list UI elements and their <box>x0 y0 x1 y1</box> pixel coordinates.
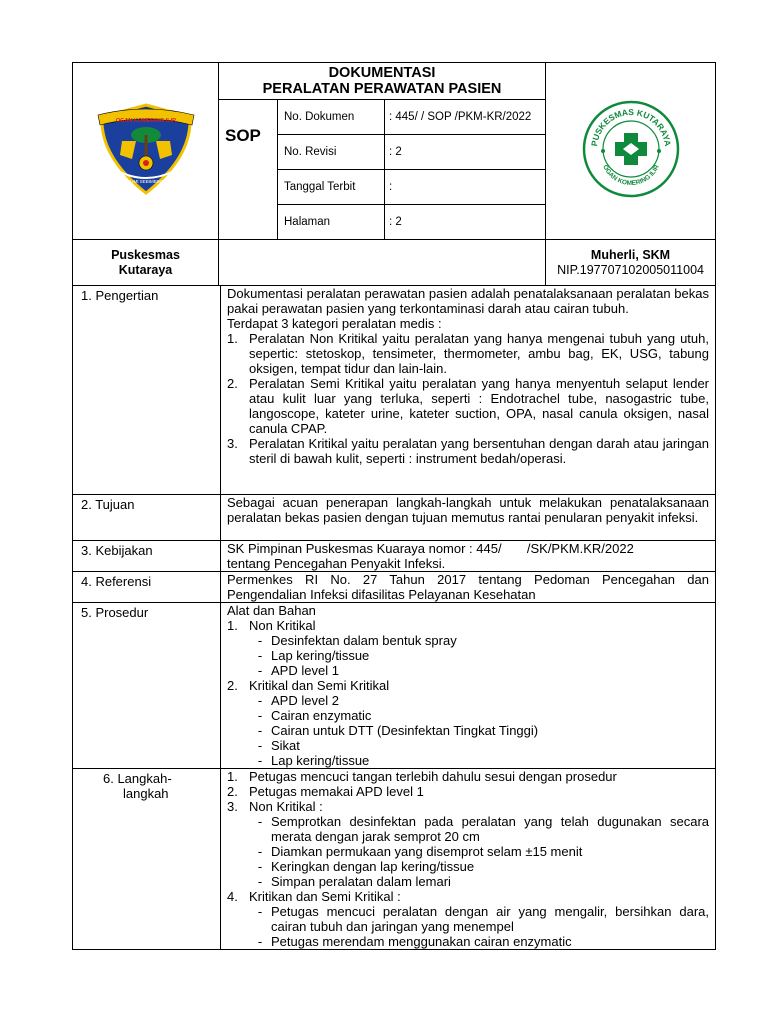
sop-document <box>72 62 715 950</box>
label-kebijakan: 3. Kebijakan <box>73 541 221 572</box>
list-item: 2. Petugas memakai APD level 1 <box>227 784 424 799</box>
list-item: 4. Kritikan dan Semi Kritikal : <box>227 889 401 904</box>
row-prosedur <box>73 603 716 769</box>
row-pengertian <box>73 286 716 495</box>
title-line-1: DOKUMENTASI <box>328 65 436 81</box>
svg-text:OGAN KOMERING ILIR: OGAN KOMERING ILIR <box>600 163 661 187</box>
list-item: - APD level 2 <box>257 693 339 708</box>
list-item: - APD level 1 <box>257 663 339 678</box>
svg-text:BUMI SEBIMBING: BUMI SEBIMBING <box>126 178 165 184</box>
content-referensi: Permenkes RI No. 27 Tahun 2017 tentang Pedoman Pencegahan dan Pengendalian Infeksi difasilitas Pelayanan Kesehatan <box>221 572 716 603</box>
revision-label: No. Revisi <box>278 135 385 170</box>
list-item: - Simpan peralatan dalam lemari <box>257 874 451 889</box>
list-item: - Cairan enzymatic <box>257 708 372 723</box>
header-table <box>72 62 716 286</box>
list-item: - Keringkan dengan lap kering/tissue <box>257 859 475 874</box>
label-langkah: 6. Langkah- langkah <box>73 769 221 950</box>
list-item: 2. Peralatan Semi Kritikal yaitu peralatan yang hanya menyentuh selaput lender atau kulit luar yang terluka, seperti : Endotrachel tube, nasogastric tube, langoscope, kateter urine, kateter suction, OPA, nasal canula oksigen, nasal canula CPAP. <box>227 376 709 436</box>
content-pengertian: Dokumentasi peralatan perawatan pasien adalah penatalaksanaan peralatan bekas pakai perawatan pasien yang terkontaminasi darah atau cairan tubuh. Terdapat 3 kategori peralatan medis : 1. Peralatan Non Kritikal yaitu peralatan yang hanya mengenai tubuh yang utuh, sepertic: stetoskop, tensimeter, thermometer, ambu bag, EK, USG, tabung oksigen, tempat tidur dan lain-lain. 2. Peralatan Semi Kritikal yaitu peralatan yang hanya menyentuh selaput lender atau kulit luar yang terluka, seperti : Endotrachel tube, nasogastric tube, langoscope, kateter urine, kateter suction, OPA, nasal canula oksigen, nasal canula CPAP. 3. Peralatan Kritikal yaitu peralatan yang bersentuhan dengan darah atau jaringan steril di bawah kulit, seperti : instrument bedah/operasi. <box>221 286 716 495</box>
puskesmas-emblem-icon <box>581 99 681 199</box>
organization-name: Puskesmas Kutaraya <box>73 240 219 286</box>
document-title <box>219 63 546 100</box>
row-kebijakan <box>73 541 716 572</box>
list-item: - Desinfektan dalam bentuk spray <box>257 633 457 648</box>
row-langkah <box>73 769 716 950</box>
list-item: 1. Peralatan Non Kritikal yaitu peralatan yang hanya mengenai tubuh yang utuh, sepertic: stetoskop, tensimeter, thermometer, ambu bag, EK, USG, tabung oksigen, tempat tidur dan lain-lain. <box>227 331 709 376</box>
list-item: - Sikat <box>257 738 300 753</box>
regency-emblem-icon <box>96 101 196 197</box>
content-langkah <box>221 769 716 950</box>
title-line-2: PERALATAN PERAWATAN PASIEN <box>262 81 502 97</box>
list-item: 2. Kritikal dan Semi Kritikal <box>227 678 390 693</box>
row-tujuan <box>73 495 716 541</box>
signer-nip: NIP.197707102005011004 <box>557 262 704 277</box>
content-kebijakan: SK Pimpinan Puskesmas Kuaraya nomor : 445/ /SK/PKM.KR/2022 tentang Pencegahan Penyakit Infeksi. <box>221 541 716 572</box>
list-item: 1. Petugas mencuci tangan terlebih dahulu sesui dengan prosedur <box>227 769 617 784</box>
svg-text:OGAN KOMERING ILIR: OGAN KOMERING ILIR <box>115 117 176 124</box>
list-item: 3. Peralatan Kritikal yaitu peralatan yang bersentuhan dengan darah atau jaringan steril di bawah kulit, seperti : instrument bedah/operasi. <box>227 436 709 466</box>
signature-space <box>219 240 546 286</box>
list-item: - Semprotkan desinfektan pada peralatan yang telah dugunakan secara merata dengan jarak semprot 20 cm <box>257 814 709 844</box>
doc-number-value: : 445/ / SOP /PKM-KR/2022 <box>385 100 546 135</box>
label-prosedur: 5. Prosedur <box>73 603 221 769</box>
sop-label: SOP <box>219 100 278 240</box>
content-prosedur: Alat dan Bahan 1. Non Kritikal - Desinfektan dalam bentuk spray - Lap kering/tissue - APD level 1 2. Kritikal dan Semi Kritikal - APD level 2 - Cairan enzymatic - Cairan untuk DTT (Desinfektan Tingkat Tinggi) - Sikat - Lap kering/tissue <box>221 603 716 769</box>
regency-logo <box>73 63 219 240</box>
list-item: 3. Non Kritikal : <box>227 799 323 814</box>
list-item: - Lap kering/tissue <box>257 753 370 768</box>
doc-number-label: No. Dokumen <box>278 100 385 135</box>
signer-name: Muherli, SKM <box>590 247 671 262</box>
label-tujuan: 2. Tujuan <box>73 495 221 541</box>
label-referensi: 4. Referensi <box>73 572 221 603</box>
list-item: - Diamkan permukaan yang disemprot selam ±15 menit <box>257 844 583 859</box>
revision-value: : 2 <box>385 135 546 170</box>
signer-block <box>546 240 716 286</box>
list-item: - Petugas merendam menggunakan cairan enzymatic <box>257 934 572 949</box>
list-item: - Lap kering/tissue <box>257 648 370 663</box>
list-item: - Cairan untuk DTT (Desinfektan Tingkat Tinggi) <box>257 723 539 738</box>
issue-date-value: : <box>385 170 546 205</box>
list-item: - Petugas mencuci peralatan dengan air yang mengalir, bersihkan dara, cairan tubuh dan jaringan yang menempel <box>257 904 709 934</box>
label-pengertian: 1. Pengertian <box>73 286 221 495</box>
page-label: Halaman <box>278 205 385 240</box>
page-value: : 2 <box>385 205 546 240</box>
puskesmas-logo <box>546 63 716 240</box>
content-tujuan: Sebagai acuan penerapan langkah-langkah untuk melakukan penatalaksanaan peralatan bekas pasien dengan tujuan memutus rantai penularan penyakit infeksi. <box>221 495 716 541</box>
svg-text:PUSKESMAS KUTARAYA: PUSKESMAS KUTARAYA <box>588 106 673 147</box>
issue-date-label: Tanggal Terbit <box>278 170 385 205</box>
row-referensi <box>73 572 716 603</box>
list-item: 1. Non Kritikal <box>227 618 316 633</box>
content-table <box>72 285 716 950</box>
